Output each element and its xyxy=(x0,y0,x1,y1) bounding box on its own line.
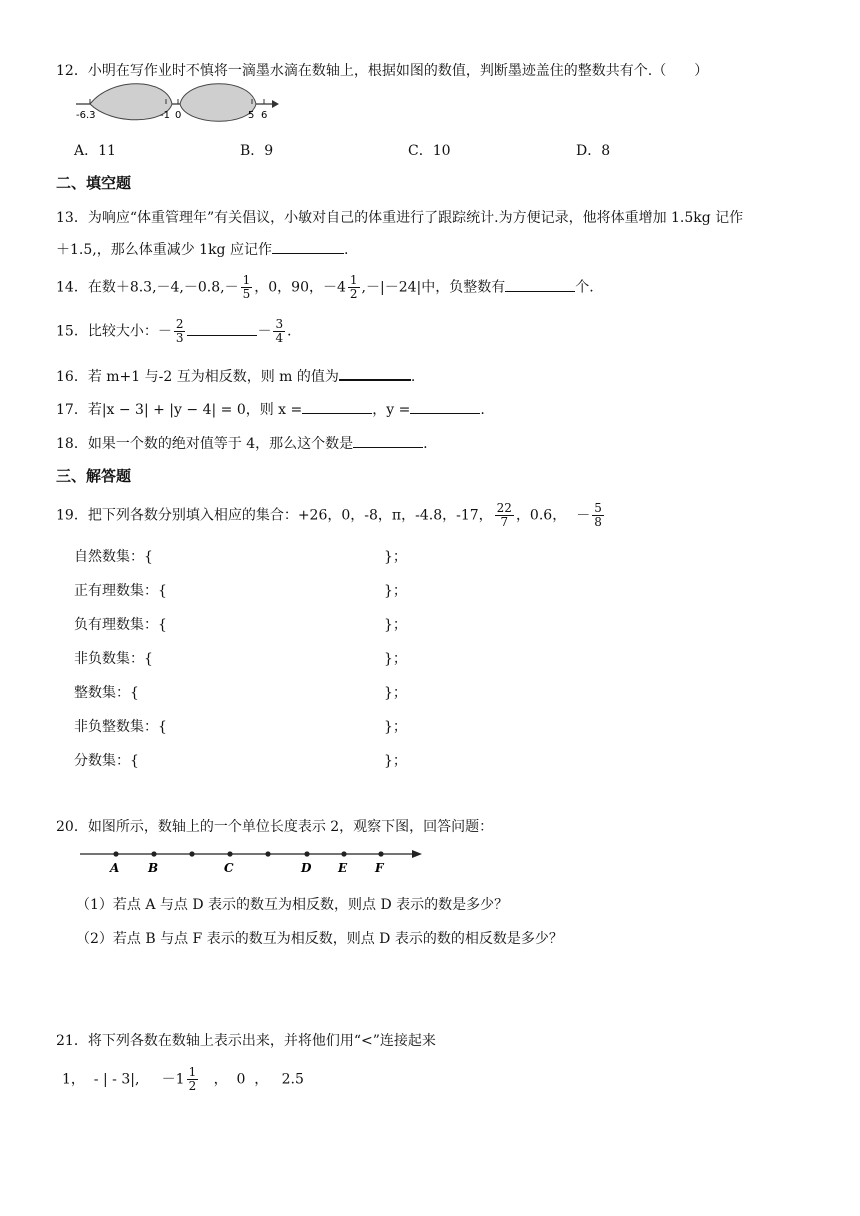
point-c-dot xyxy=(227,851,232,856)
q16-blank[interactable] xyxy=(339,365,411,381)
point-c-label: C xyxy=(224,861,234,875)
point-e-dot xyxy=(341,851,346,856)
section-fill-in-title: 二、填空题 xyxy=(56,174,132,192)
label-0: 0 xyxy=(175,110,182,121)
point-b-label: B xyxy=(148,861,159,875)
point-a-dot xyxy=(113,851,118,856)
q15-blank[interactable] xyxy=(187,321,257,336)
point-d-label: D xyxy=(301,861,312,875)
point-f-dot xyxy=(378,851,383,856)
q13-line1: 13．为响应“体重管理年”有关倡议，小敏对自己的体重进行了跟踪统计.为方便记录，他将体重增加 1.5kg 记作 xyxy=(56,210,744,226)
q21-numbers: 1， - | - 3|, －1 $\frac{1}{2}$ ， 0 ， 2.5 xyxy=(62,1065,304,1093)
set-negative-rational-end: }； xyxy=(384,617,407,633)
set-positive-rational-end: }； xyxy=(384,583,407,599)
choice-b[interactable]: B．9 xyxy=(240,143,274,159)
q16-line: 16．若 m+1 与-2 互为相反数，则 m 的值为 . xyxy=(56,365,415,386)
set-positive-rational-label: 正有理数集：{ xyxy=(74,583,167,599)
choice-c[interactable]: C．10 xyxy=(408,143,451,159)
q19-stem: 19．把下列各数分别填入相应的集合：+26，0，-8，π，-4.8，-17， $\frac{22}{7}$ ，0.6， － $\frac{5}{8}$ xyxy=(56,501,602,529)
q20-part2: （2）若点 B 与点 F 表示的数互为相反数，则点 D 表示的数的相反数是多少？ xyxy=(76,931,563,947)
point-e-label: E xyxy=(338,861,348,875)
point-b-dot xyxy=(151,851,156,856)
q14-blank[interactable] xyxy=(505,277,575,292)
set-nonnegative-end: }； xyxy=(384,651,407,667)
label-neg6-3: -6.3 xyxy=(76,110,96,121)
q17-line: 17．若|x − 3| + |y − 4| = 0，则 x = ，y = . xyxy=(56,399,485,419)
q17-blank-x[interactable] xyxy=(302,399,372,414)
q17-blank-y[interactable] xyxy=(410,399,480,414)
q15-line: 15．比较大小：－ $\frac{2}{3}$ － $\frac{3}{4}$ ． xyxy=(56,317,302,345)
axis-arrow xyxy=(412,850,422,858)
axis-arrow xyxy=(272,100,279,108)
q14-line: 14．在数＋8.3,－4,－0.8,－ $\frac{1}{5}$ ，0，90，－4 $\frac{1}{2}$ ,－|－24|中，负整数有 个. xyxy=(56,273,594,301)
label-5: 5 xyxy=(248,110,255,121)
tick-dot xyxy=(189,851,194,856)
set-nonnegative-integer-end: }； xyxy=(384,719,407,735)
choice-d[interactable]: D．8 xyxy=(576,143,611,159)
q12-numberline-figure xyxy=(72,82,282,122)
choice-a[interactable]: A．11 xyxy=(74,143,116,159)
q21-stem: 21．将下列各数在数轴上表示出来，并将他们用“<”连接起来 xyxy=(56,1033,436,1049)
point-a-label: A xyxy=(110,861,120,875)
label-6: 6 xyxy=(261,110,268,121)
q18-blank[interactable] xyxy=(353,433,423,448)
label-neg1: -1 xyxy=(160,110,170,121)
q13-line2: ＋1.5,，那么体重减少 1kg 应记作 . xyxy=(56,239,348,259)
point-f-label: F xyxy=(375,861,384,875)
point-d-dot xyxy=(304,851,309,856)
set-fraction-label: 分数集：{ xyxy=(74,753,139,769)
q20-part1: （1）若点 A 与点 D 表示的数互为相反数，则点 D 表示的数是多少？ xyxy=(76,897,509,913)
set-natural-end: }； xyxy=(384,549,407,565)
set-nonnegative-label: 非负数集：{ xyxy=(74,651,153,667)
q20-numberline-figure xyxy=(76,844,426,878)
q12-stem: 12．小明在写作业时不慎将一滴墨水滴在数轴上，根据如图的数值，判断墨迹盖住的整数共有个.（ ） xyxy=(56,63,709,79)
tick-dot xyxy=(265,851,270,856)
set-nonnegative-integer-label: 非负整数集：{ xyxy=(74,719,167,735)
q20-stem: 20．如图所示，数轴上的一个单位长度表示 2，观察下图，回答问题： xyxy=(56,819,494,835)
set-integer-end: }； xyxy=(384,685,407,701)
ink-blot-right xyxy=(180,84,256,122)
section-answer-title: 三、解答题 xyxy=(56,467,132,485)
set-negative-rational-label: 负有理数集：{ xyxy=(74,617,167,633)
set-integer-label: 整数集：{ xyxy=(74,685,139,701)
set-fraction-end: }； xyxy=(384,753,407,769)
q18-line: 18．如果一个数的绝对值等于 4，那么这个数是 . xyxy=(56,433,428,453)
set-natural-label: 自然数集：{ xyxy=(74,549,153,565)
q13-blank[interactable] xyxy=(272,239,344,254)
